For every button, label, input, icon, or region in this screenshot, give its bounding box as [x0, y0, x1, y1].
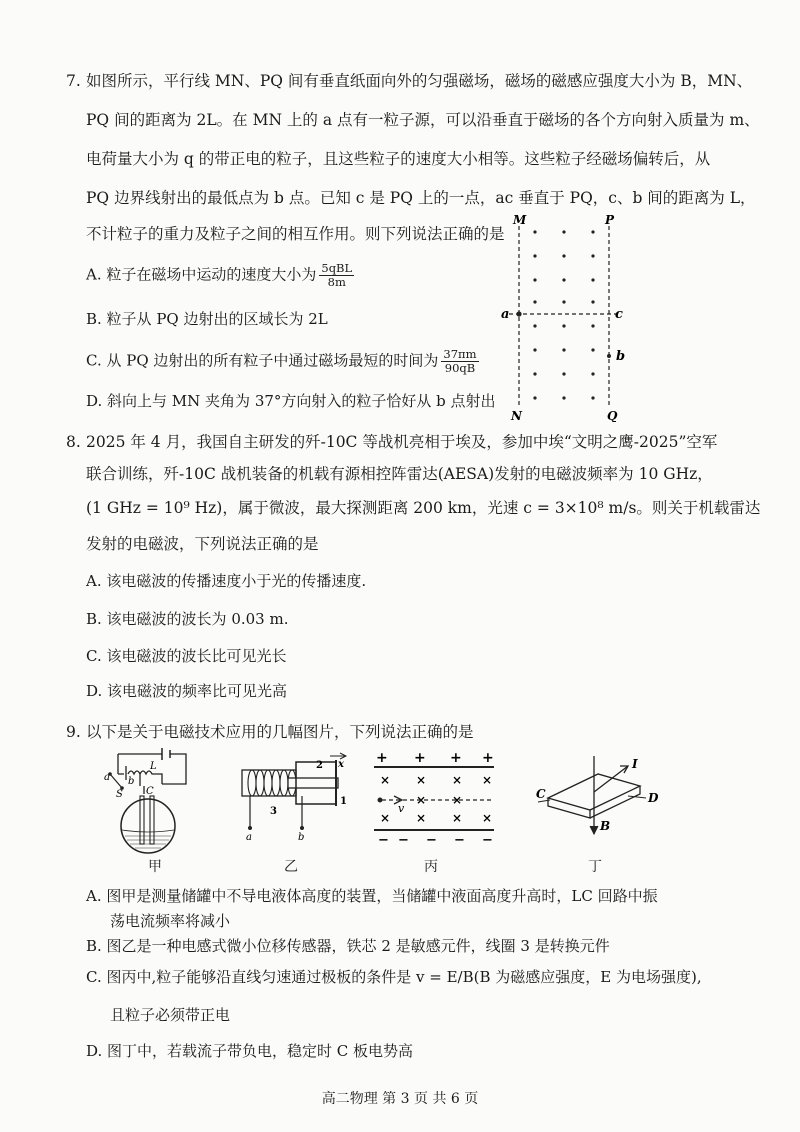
cross-mark: ×: [482, 773, 493, 787]
caption-jia: 甲: [148, 859, 162, 875]
label-Q: Q: [607, 409, 618, 422]
fraction-denominator: 8m: [327, 275, 346, 289]
jia-label-S: S: [116, 789, 123, 800]
q9-option-d: D. 图丁中，若载流子带负电，稳定时 C 板电势高: [86, 1042, 414, 1060]
label-M: M: [513, 213, 527, 227]
q7-option-c-text: C. 从 PQ 边射出的所有粒子中通过磁场最短的时间为: [86, 351, 439, 370]
q7-option-d: D. 斜向上与 MN 夹角为 37°方向射入的粒子恰好从 b 点射出: [86, 392, 496, 410]
q7-option-a-fraction: [319, 262, 354, 289]
bing-label-v: v: [398, 802, 405, 815]
plus-sign: +: [376, 750, 388, 766]
figure-ding: [528, 750, 668, 840]
q9-option-b: B. 图乙是一种电感式微小位移传感器，铁芯 2 是敏感元件，线圈 3 是转换元件: [86, 937, 610, 955]
q8-line-3: (1 GHz = 10⁹ Hz)，属于微波，最大探测距离 200 km，光速 c = 3×10⁸ m/s。则关于机载雷达: [86, 499, 761, 517]
caption-bing: 丙: [424, 859, 438, 875]
q7-option-a-text: A. 粒子在磁场中运动的速度大小为: [86, 265, 317, 284]
q7-line-3: 电荷量大小为 q 的带正电的粒子，且这些粒子的速度大小相等。这些粒子经磁场偏转后，从: [86, 150, 711, 168]
ding-label-C: C: [536, 787, 546, 801]
q7-line-1: 如图所示，平行线 MN、PQ 间有垂直纸面向外的匀强磁场，磁场的磁感应强度大小为 B，MN、: [86, 72, 753, 90]
jia-label-b: b: [128, 776, 135, 787]
q7-option-a: [86, 262, 354, 289]
label-c: c: [615, 307, 623, 322]
minus-sign: −: [482, 833, 493, 846]
plus-sign: +: [414, 750, 426, 766]
q7-line-2: PQ 间的距离为 2L。在 MN 上的 a 点有一粒子源，可以沿垂直于磁场的各个方向射入质量为 m、: [86, 111, 760, 129]
yi-label-a: a: [246, 832, 252, 842]
minus-sign: −: [426, 833, 437, 846]
label-b: b: [616, 349, 626, 364]
label-a: a: [501, 307, 510, 322]
cross-mark: ×: [416, 811, 427, 825]
cross-mark: ×: [380, 773, 391, 787]
q8-line-2: 联合训练，歼-10C 战机装备的机载有源相控阵雷达(AESA)发射的电磁波频率为 10 GHz，: [86, 465, 713, 483]
cross-mark: ×: [452, 793, 463, 807]
minus-sign: −: [454, 833, 465, 846]
cross-mark: ×: [380, 811, 391, 825]
figure-bing: [368, 746, 498, 846]
caption-ding: 丁: [588, 859, 602, 875]
q8-option-b: B. 该电磁波的波长为 0.03 m.: [86, 610, 289, 628]
fraction-numerator: 37πm: [443, 347, 477, 361]
plus-sign: +: [450, 750, 462, 766]
yi-label-2: 2: [316, 760, 323, 771]
q7-line-4: PQ 边界线射出的最低点为 b 点。已知 c 是 PQ 上的一点，ac 垂直于 PQ，c、b 间的距离为 L，: [86, 189, 756, 207]
yi-label-3: 3: [270, 806, 277, 817]
q7-option-c-fraction: [441, 348, 478, 375]
q7-figure: [495, 212, 635, 422]
cross-mark: ×: [416, 773, 427, 787]
fraction-denominator: 90qB: [444, 361, 476, 375]
jia-label-L: L: [150, 761, 157, 772]
minus-sign: −: [398, 833, 409, 846]
q8-line-4: 发射的电磁波，下列说法正确的是: [86, 535, 319, 553]
fraction-numerator: 5qBL: [321, 261, 353, 275]
q7-option-b: B. 粒子从 PQ 边射出的区域长为 2L: [86, 310, 328, 328]
minus-sign: −: [378, 833, 389, 846]
q8-option-a: A. 该电磁波的传播速度小于光的传播速度.: [86, 572, 367, 590]
yi-label-b: b: [298, 832, 305, 842]
q9-number: 9.: [66, 723, 81, 741]
jia-label-a: a: [104, 772, 110, 783]
q7-number: 7.: [66, 72, 81, 90]
yi-label-x: x: [338, 759, 344, 770]
q9-option-c-line1: C. 图丙中,粒子能够沿直线匀速通过极板的条件是 v = E/B(B 为磁感应强度，E 为电场强度),: [86, 968, 702, 986]
q9-line-1: 以下是关于电磁技术应用的几幅图片，下列说法正确的是: [86, 723, 474, 741]
q8-number: 8.: [66, 433, 81, 451]
ding-label-D: D: [648, 791, 659, 805]
figure-jia: [100, 744, 210, 854]
cross-mark: ×: [452, 811, 463, 825]
figure-yi: [236, 752, 356, 842]
jia-label-C: C: [146, 786, 154, 797]
plus-sign: +: [482, 750, 494, 766]
label-P: P: [605, 213, 615, 227]
label-N: N: [511, 409, 522, 422]
q9-option-a-line2: 荡电流频率将减小: [110, 912, 231, 930]
ding-label-I: I: [632, 757, 638, 771]
q8-option-c: C. 该电磁波的波长比可见光长: [86, 647, 287, 665]
cross-mark: ×: [416, 793, 427, 807]
cross-mark: ×: [452, 773, 463, 787]
yi-label-1: 1: [340, 796, 347, 807]
cross-mark: ×: [482, 811, 493, 825]
page-footer: 高二物理 第 3 页 共 6 页: [321, 1091, 479, 1107]
q8-option-d: D. 该电磁波的频率比可见光高: [86, 682, 288, 700]
ding-label-B: B: [600, 819, 611, 833]
caption-yi: 乙: [284, 859, 298, 875]
q7-option-c: [86, 348, 479, 375]
q8-line-1: 2025 年 4 月，我国自主研发的歼-10C 等战机亮相于埃及，参加中埃“文明之鹰-2025”空军: [86, 433, 718, 451]
q9-option-c-line2: 且粒子必须带正电: [110, 1006, 231, 1024]
q7-line-5: 不计粒子的重力及粒子之间的相互作用。则下列说法正确的是: [86, 225, 505, 243]
field-dots: [533, 230, 594, 399]
q9-option-a-line1: A. 图甲是测量储罐中不导电液体高度的装置，当储罐中液面高度升高时，LC 回路中振: [86, 887, 658, 905]
